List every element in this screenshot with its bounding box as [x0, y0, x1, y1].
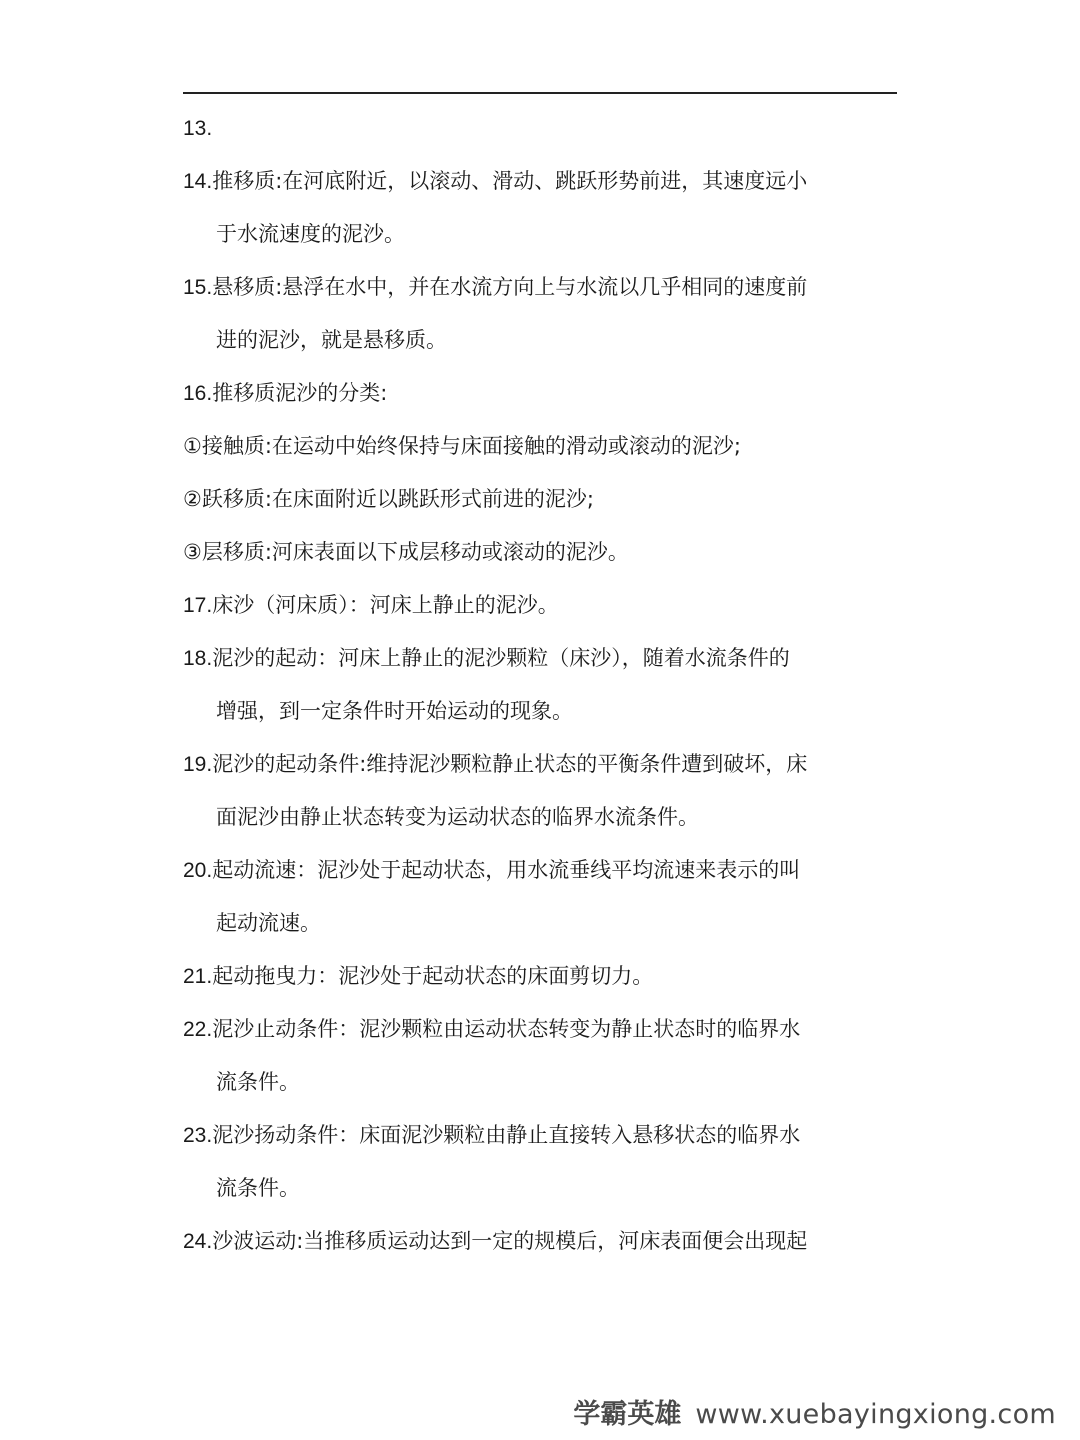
entry-number: 19.: [183, 753, 213, 776]
entry-text-continuation: 流条件。: [216, 1070, 300, 1094]
entry-text: 起动拖曳力：泥沙处于起动状态的床面剪切力。: [212, 964, 654, 988]
entry-16: [183, 367, 903, 420]
entry-text: 推移质:在河底附近，以滚动、滑动、跳跃形势前进，其速度远小: [212, 169, 808, 193]
entry-19: [183, 738, 903, 844]
entry-17: [183, 579, 903, 632]
entry-number: 22.: [183, 1018, 213, 1041]
entry-number: 15.: [183, 276, 213, 299]
header-rule: [183, 92, 897, 94]
entry-22: [183, 1003, 903, 1109]
entry-text-continuation: 起动流速。: [216, 911, 321, 935]
entry-text: 跃移质:在床面附近以跳跃形式前进的泥沙;: [201, 487, 594, 511]
entry-text: 泥沙的起动：河床上静止的泥沙颗粒（床沙），随着水流条件的: [212, 646, 790, 670]
website-url: www.xuebayingxiong.com: [695, 1399, 1056, 1430]
entry-text-continuation: 增强，到一定条件时开始运动的现象。: [216, 699, 573, 723]
entry-number: 23.: [183, 1124, 213, 1147]
sub-entry-1: [183, 420, 903, 473]
entry-text-continuation: 流条件。: [216, 1176, 300, 1200]
sub-entry-marker: ②: [183, 487, 202, 511]
sub-entry-marker: ①: [183, 434, 202, 458]
entry-21: [183, 950, 903, 1003]
entry-13: [183, 102, 903, 155]
entry-23: [183, 1109, 903, 1215]
entry-text: 泥沙扬动条件：床面泥沙颗粒由静止直接转入悬移状态的临界水: [212, 1123, 801, 1147]
document-body: [183, 102, 903, 1268]
entry-text: 接触质:在运动中始终保持与床面接触的滑动或滚动的泥沙;: [201, 434, 741, 458]
entry-15: [183, 261, 903, 367]
entry-number: 13.: [183, 117, 213, 140]
entry-text: 推移质泥沙的分类:: [212, 381, 388, 405]
entry-text-continuation: 面泥沙由静止状态转变为运动状态的临界水流条件。: [216, 805, 699, 829]
entry-number: 24.: [183, 1230, 213, 1253]
sub-entry-marker: ③: [183, 540, 202, 564]
entry-text: 层移质:河床表面以下成层移动或滚动的泥沙。: [201, 540, 629, 564]
entry-24: [183, 1215, 903, 1268]
entry-text: 泥沙的起动条件:维持泥沙颗粒静止状态的平衡条件遭到破坏，床: [212, 752, 808, 776]
watermark-footer: [0, 1392, 1056, 1431]
brand-name: 学霸英雄: [573, 1399, 682, 1430]
sub-entry-3: [183, 526, 903, 579]
entry-text: 沙波运动:当推移质运动达到一定的规模后，河床表面便会出现起: [212, 1229, 808, 1253]
entry-text-continuation: 进的泥沙，就是悬移质。: [216, 328, 447, 352]
entry-text: 泥沙止动条件：泥沙颗粒由运动状态转变为静止状态时的临界水: [212, 1017, 801, 1041]
entry-text: 起动流速：泥沙处于起动状态，用水流垂线平均流速来表示的叫: [212, 858, 801, 882]
entry-text: 悬移质:悬浮在水中，并在水流方向上与水流以几乎相同的速度前: [212, 275, 808, 299]
entry-text: 床沙（河床质）：河床上静止的泥沙。: [212, 593, 559, 617]
entry-18: [183, 632, 903, 738]
entry-number: 17.: [183, 594, 213, 617]
entry-14: [183, 155, 903, 261]
entry-number: 14.: [183, 170, 213, 193]
entry-number: 16.: [183, 382, 213, 405]
sub-entry-2: [183, 473, 903, 526]
entry-20: [183, 844, 903, 950]
entry-number: 21.: [183, 965, 213, 988]
entry-number: 20.: [183, 859, 213, 882]
entry-number: 18.: [183, 647, 213, 670]
entry-text-continuation: 于水流速度的泥沙。: [216, 222, 405, 246]
